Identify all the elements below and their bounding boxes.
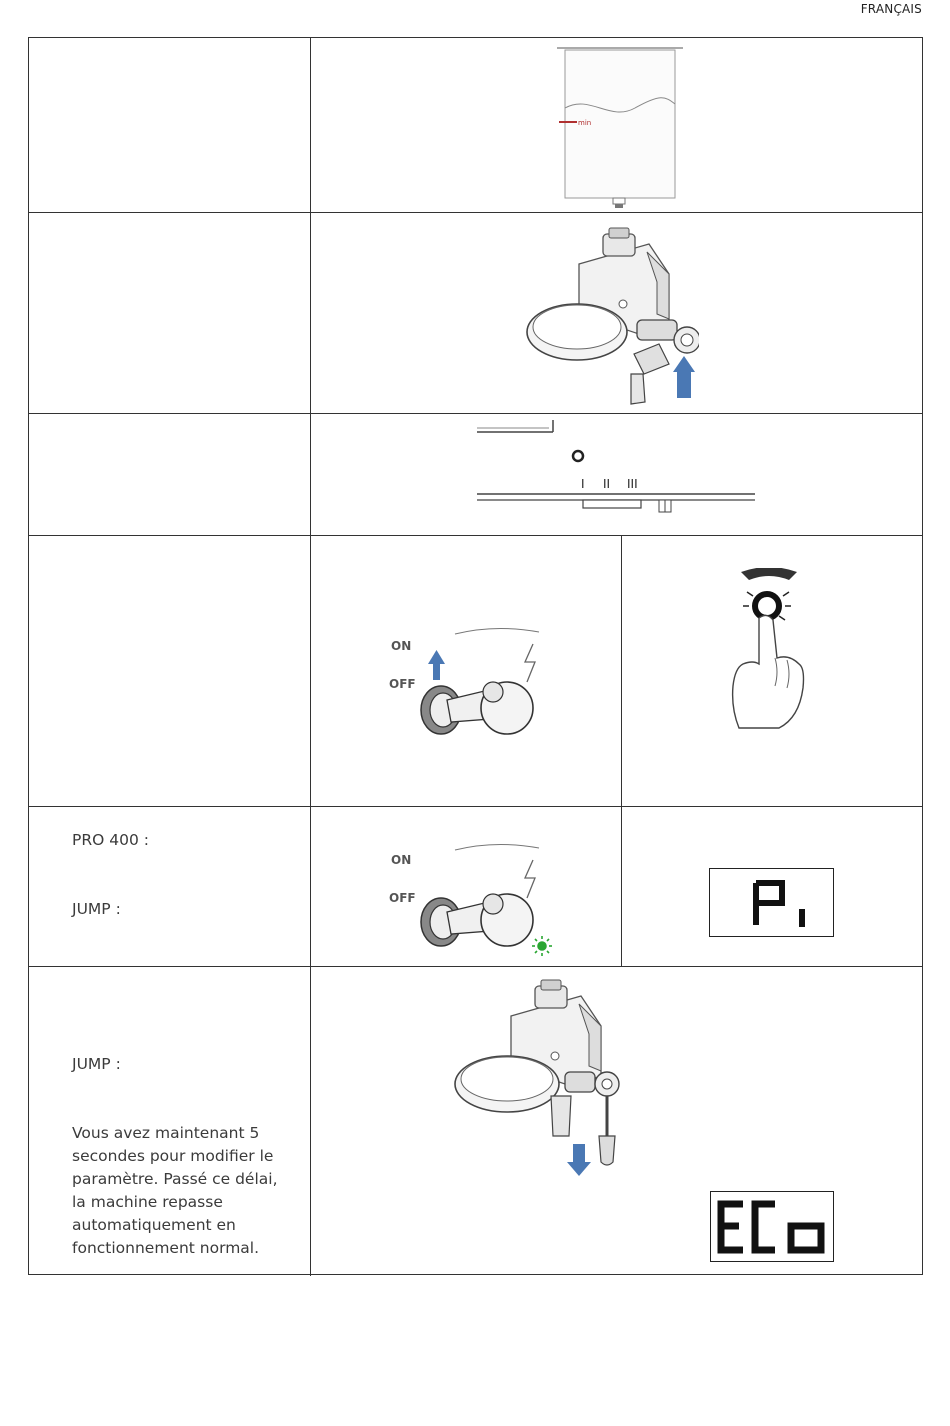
steam-valve-illustration <box>519 224 699 408</box>
on-label: ON <box>391 639 412 653</box>
p1-display-glyphs <box>710 869 832 935</box>
selector-rail-illustration <box>475 416 759 520</box>
p1-display-text: P1 <box>712 933 714 934</box>
power-switch-illustration <box>385 622 555 746</box>
jump-label: JUMP : <box>72 900 121 918</box>
position-i: I <box>581 477 585 491</box>
row-divider <box>29 806 922 807</box>
green-led-icon <box>532 936 552 956</box>
pro400-label: PRO 400 : <box>72 831 149 849</box>
water-tank-illustration <box>555 44 685 210</box>
timeout-note: Vous avez maintenant 5 secondes pour modifier le paramètre. Passé ce délai, la machine repasse automatiquement en fonctionnement normal. <box>72 1124 278 1257</box>
min-label: min <box>578 119 592 127</box>
row-divider <box>29 413 922 414</box>
on-label: ON <box>391 853 412 867</box>
position-iii: III <box>627 477 638 491</box>
power-switch-led-illustration <box>385 838 575 962</box>
eco-display <box>710 1191 834 1262</box>
off-label: OFF <box>389 891 416 905</box>
steam-valve-down-illustration <box>447 976 637 1176</box>
language-label: FRANÇAIS <box>860 2 922 16</box>
eco-display-text: ECo <box>713 1258 715 1259</box>
row-divider <box>29 212 922 213</box>
position-ii: II <box>603 477 611 491</box>
column-divider <box>621 535 622 966</box>
jump-label-2: JUMP : <box>72 1055 121 1073</box>
row-divider <box>29 535 922 536</box>
instruction-table <box>28 37 923 1275</box>
off-label: OFF <box>389 677 416 691</box>
row-divider <box>29 966 922 967</box>
eco-display-glyphs <box>711 1192 832 1260</box>
press-button-illustration <box>719 568 819 732</box>
column-divider <box>310 38 311 1276</box>
p1-display <box>709 868 834 937</box>
